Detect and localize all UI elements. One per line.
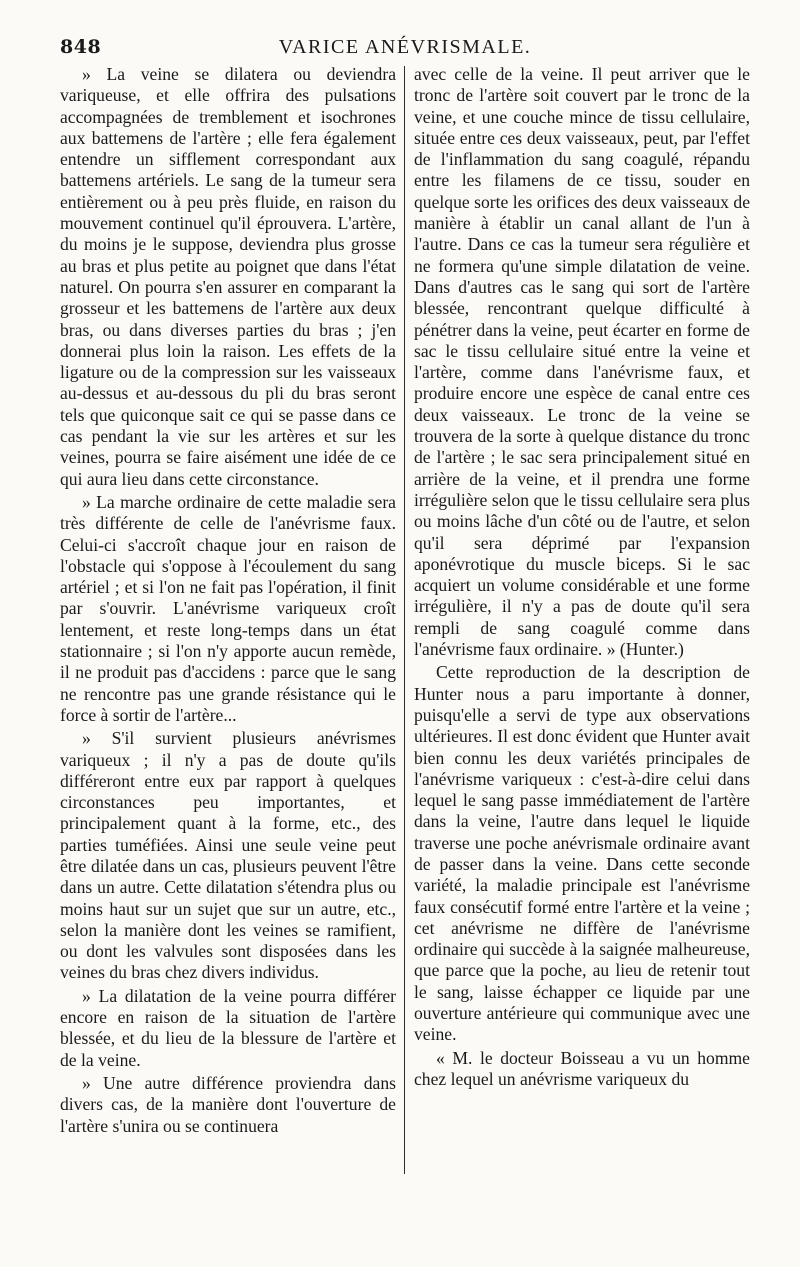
paragraph: « M. le docteur Boisseau a vu un homme chez lequel un anévrisme variqueux du [414,1047,750,1089]
paragraph: » Une autre différence proviendra dans divers cas, de la manière dont l'ouverture de l'artère s'unira ou se continuera [60,1072,396,1136]
paragraph: » La marche ordinaire de cette maladie sera très différente de celle de l'anévrisme faux. Celui-ci s'accroît chaque jour en raison de l'obstacle qui s'oppose à l'écoulement du sang artériel ; et si l'on ne fait pas l'opération, il finit par s'ouvrir. L'anévrisme variqueux croît lentement, et reste long-temps dans un état stationnaire ; si l'on n'y apporte aucun remède, il ne produit pas d'accidens : parce que le sang ne rencontre pas une grande résistance qui le force à sortir de l'artère... [60,491,396,725]
paragraph-continued: avec celle de la veine. Il peut arriver que le tronc de l'artère soit couvert par le tronc de la veine, et une couche mince de tissu cellulaire, située entre ces deux vaisseaux, peut, par l'effet de l'inflammation du sang coagulé, répandu entre les filamens de ce tissu, souder en quelque sorte les orifices des deux vaisseaux de manière à établir un canal allant de l'un à l'autre. Dans ce cas la tumeur sera régulière et ne formera qu'une simple dilatation de veine. Dans d'autres cas le sang qui sort de l'artère blessée, rencontrant quelque difficulté à pénétrer dans la veine, peut écarter en forme de sac le tissu cellulaire situé entre la veine et l'artère, comme dans l'anévrisme faux, et produire encore une espèce de canal entre ces deux vaisseaux. Le tronc de la veine se trouvera de la sorte à quelque distance du tronc de l'artère ; le sac sera principalement situé en arrière de la veine, et il prendra une forme irrégulière selon que le tissu cellulaire sera plus ou moins lâche d'un côté ou de l'autre, et selon qu'il sera déprimé par l'expansion aponévrotique du muscle biceps. Si le sac acquiert un volume considérable et une forme irrégulière, il n'y a pas de doute qu'il sera rempli de sang coagulé comme dans l'anévrisme faux ordinaire. » (Hunter.) [414,64,750,660]
paragraph: » La veine se dilatera ou deviendra variqueuse, et elle offrira des pulsations accompagnées de tremblement et isochrones aux battemens de l'artère ; elle fera également entendre un sifflement correspondant aux battemens artériels. Le sang de la tumeur sera entièrement ou à peu près fluide, en raison du mouvement continuel qu'il éprouvera. L'artère, du moins je le suppose, deviendra plus grosse au bras et plus petite au poignet que dans l'état naturel. On pourra s'en assurer en comparant la grosseur et les battemens de l'artère aux deux bras, ou dans diverses parties du bras ; j'en donnerai plus loin la raison. Les effets de la ligature ou de la compression sur les vaisseaux au-dessus et au-dessous du pli du bras seront tels que quiconque sait ce qui se passe dans ce cas pendant la vie sur les artères et sur les veines, pourra se faire aisément une idée de ce qui aura lieu dans cette circonstance. [60,64,396,489]
column-divider [404,66,405,1174]
paragraph: » La dilatation de la veine pourra différer encore en raison de la situation de l'artère blessée, et du lieu de la blessure de l'artère et de la veine. [60,985,396,1070]
paragraph: Cette reproduction de la description de Hunter nous a paru importante à donner, puisqu'elle a servi de type aux observations ultérieures. Il est donc évident que Hunter avait bien connu les deux variétés principales de l'anévrisme variqueux : c'est-à-dire celui dans lequel le sang passe immédiatement de l'artère dans la veine, l'autre dans lequel le liquide traverse une poche anévrismale ordinaire avant de passer dans la veine. Dans cette seconde variété, la maladie principale est l'anévrisme faux consécutif formé entre l'artère et la veine ; cet anévrisme ne diffère de l'anévrisme ordinaire qui succède à la saignée malheureuse, que parce que la poche, au lieu de retenir tout le sang, laisse échapper ce liquide par une ouverture antérieure qui communique avec une veine. [414,662,750,1045]
running-title: VARICE ANÉVRISMALE. [278,36,532,58]
page-number: 848 [60,36,102,58]
left-column [60,64,396,1137]
page-header [60,36,750,66]
paragraph: » S'il survient plusieurs anévrismes variqueux ; il n'y a pas de doute qu'ils différeront entre eux par rapport à quelques circonstances peu importantes, et principalement quant à la forme, etc., des parties tuméfiées. Ainsi une seule veine peut être dilatée dans un cas, plusieurs peuvent l'être dans un autre. Cette dilatation s'étendra plus ou moins haut sur un sujet que sur un autre, etc., selon la manière dont les veines se ramifient, ou dont les valvules sont disposées dans les veines du bras chez divers individus. [60,728,396,983]
right-column [414,64,750,1090]
